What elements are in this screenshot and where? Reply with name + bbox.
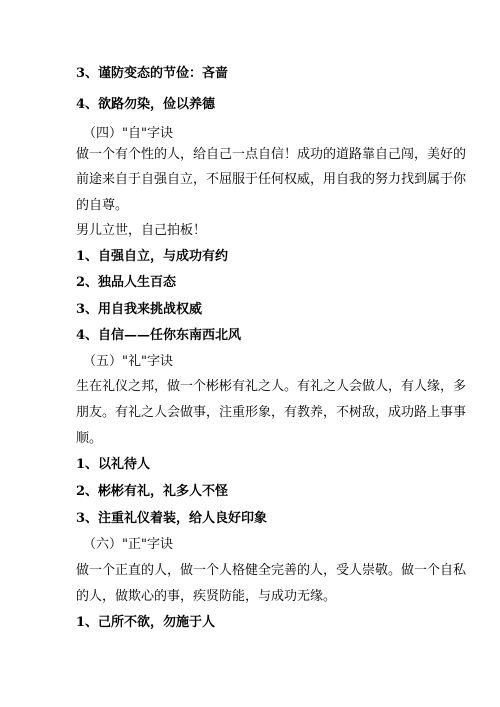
section-heading: （四）"自"字诀 — [83, 126, 173, 141]
list-item: 4、欲路勿染，俭以养德 — [76, 97, 216, 112]
paragraph-line: 做一个正直的人，做一个人格健全完善的人，受人崇敬。做一个自私 — [76, 563, 467, 578]
list-item: 1、以礼待人 — [76, 457, 151, 472]
list-item: 1、自强自立，与成功有约 — [76, 249, 229, 264]
paragraph-line: 顺。 — [76, 431, 103, 446]
paragraph-line: 前途来自于自强自立，不屈服于任何权威，用自我的努力找到属于你 — [76, 172, 467, 187]
list-item: 3、注重礼仪着装，给人良好印象 — [76, 511, 268, 526]
paragraph-line: 做一个有个性的人，给自己一点自信！成功的道路靠自己闯，美好的 — [76, 147, 467, 162]
list-item: 4、自信——任你东南西北风 — [76, 328, 242, 343]
list-item: 2、独品人生百态 — [76, 275, 177, 290]
section-heading: （五）"礼"字诀 — [83, 354, 173, 369]
paragraph-line: 的自尊。 — [76, 198, 129, 213]
list-item: 2、彬彬有礼，礼多人不怪 — [76, 484, 229, 499]
paragraph-line: 朋友。有礼之人会做事，注重形象，有教养，不树敌，成功路上事事 — [76, 405, 467, 420]
list-item: 3、谨防变态的节俭：吝啬 — [76, 66, 229, 81]
list-item: 1、己所不欲，勿施于人 — [76, 615, 216, 630]
paragraph-line: 生在礼仪之邦，做一个彬彬有礼之人。有礼之人会做人，有人缘，多 — [76, 379, 467, 394]
paragraph-line: 男儿立世，自己拍板！ — [76, 223, 207, 238]
list-item: 3、用自我来挑战权威 — [76, 302, 203, 317]
section-heading: （六）"正"字诀 — [83, 537, 173, 552]
paragraph-line: 的人，做欺心的事，疾贤防能，与成功无缘。 — [76, 589, 337, 604]
